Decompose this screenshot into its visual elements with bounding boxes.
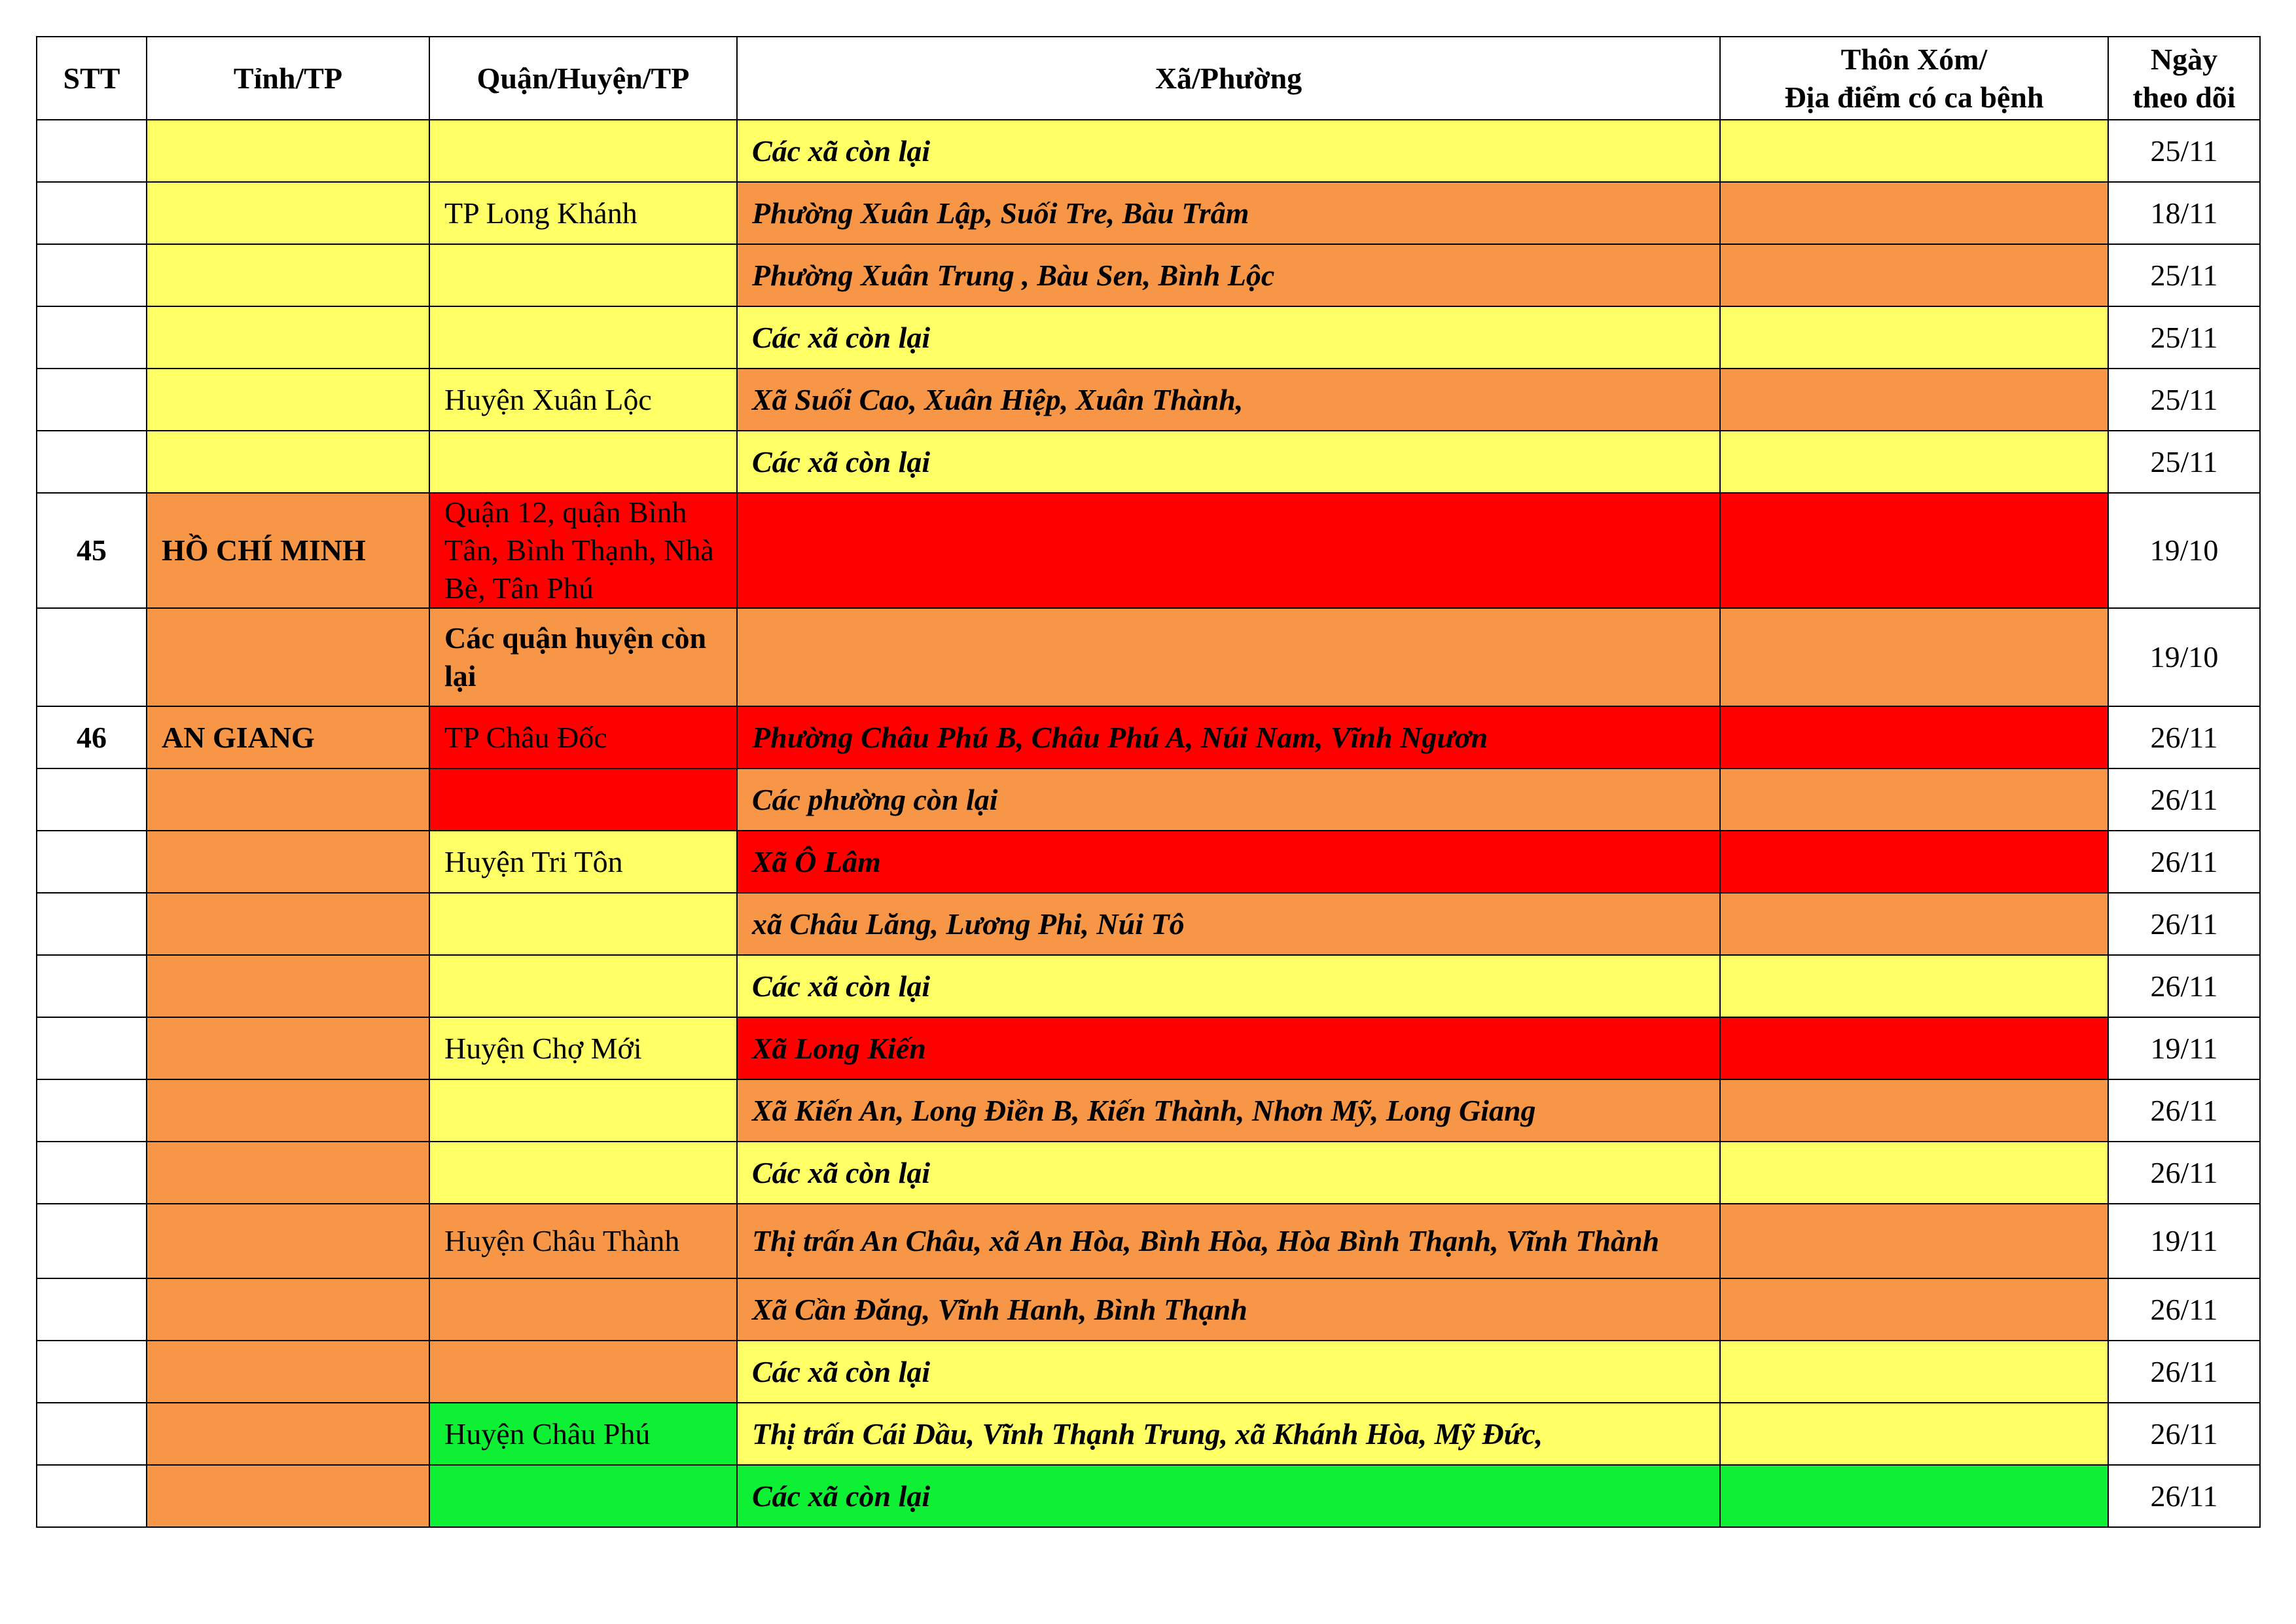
ward-cell: Thị trấn An Châu, xã An Hòa, Bình Hòa, Hòa Bình Thạnh, Vĩnh Thành [737, 1204, 1720, 1278]
date-cell: 26/11 [2108, 831, 2260, 893]
table-row [37, 608, 2260, 706]
province-cell [147, 1341, 429, 1403]
table-row [37, 244, 2260, 306]
date-cell: 26/11 [2108, 1341, 2260, 1403]
header-place-line2: Địa điểm có ca bệnh [1784, 80, 2044, 114]
stt-cell [37, 1403, 147, 1465]
place-cell [1720, 306, 2108, 369]
stt-cell [37, 431, 147, 493]
province-cell [147, 768, 429, 831]
stt-cell [37, 1204, 147, 1278]
district-cell [429, 955, 737, 1017]
date-cell: 26/11 [2108, 1079, 2260, 1142]
stt-cell [37, 1465, 147, 1527]
table-row [37, 306, 2260, 369]
place-cell [1720, 893, 2108, 955]
ward-cell: Phường Xuân Trung , Bàu Sen, Bình Lộc [737, 244, 1720, 306]
province-cell: HỒ CHÍ MINH [147, 493, 429, 608]
province-cell [147, 1278, 429, 1341]
province-cell [147, 120, 429, 182]
place-cell [1720, 831, 2108, 893]
province-cell [147, 893, 429, 955]
table-row [37, 431, 2260, 493]
ward-cell: Các phường còn lại [737, 768, 1720, 831]
province-cell [147, 608, 429, 706]
place-cell [1720, 1142, 2108, 1204]
date-cell: 26/11 [2108, 893, 2260, 955]
district-cell: TP Châu Đốc [429, 706, 737, 768]
district-cell: Huyện Chợ Mới [429, 1017, 737, 1079]
place-cell [1720, 120, 2108, 182]
ward-cell [737, 493, 1720, 608]
place-cell [1720, 369, 2108, 431]
place-cell [1720, 1465, 2108, 1527]
stt-cell: 46 [37, 706, 147, 768]
stt-cell [37, 1341, 147, 1403]
date-cell: 26/11 [2108, 1403, 2260, 1465]
header-province: Tỉnh/TP [147, 37, 429, 120]
district-cell [429, 893, 737, 955]
place-cell [1720, 1017, 2108, 1079]
place-cell [1720, 1079, 2108, 1142]
ward-cell: Thị trấn Cái Dầu, Vĩnh Thạnh Trung, xã Khánh Hòa, Mỹ Đức, [737, 1403, 1720, 1465]
district-cell [429, 1341, 737, 1403]
date-cell: 26/11 [2108, 955, 2260, 1017]
ward-cell: Các xã còn lại [737, 955, 1720, 1017]
stt-cell [37, 1142, 147, 1204]
place-cell [1720, 955, 2108, 1017]
district-cell [429, 244, 737, 306]
stt-cell [37, 182, 147, 244]
stt-cell [37, 120, 147, 182]
stt-cell [37, 1278, 147, 1341]
table-row [37, 1079, 2260, 1142]
ward-cell: Các xã còn lại [737, 306, 1720, 369]
place-cell [1720, 1341, 2108, 1403]
stt-cell [37, 768, 147, 831]
stt-cell [37, 608, 147, 706]
header-ward: Xã/Phường [737, 37, 1720, 120]
stt-cell [37, 306, 147, 369]
table-row [37, 768, 2260, 831]
district-cell [429, 1142, 737, 1204]
header-date-line1: Ngày [2150, 42, 2218, 76]
province-cell [147, 306, 429, 369]
date-cell: 19/11 [2108, 1204, 2260, 1278]
ward-cell: Phường Châu Phú B, Châu Phú A, Núi Nam, Vĩnh Ngươn [737, 706, 1720, 768]
table-row [37, 1204, 2260, 1278]
province-cell: AN GIANG [147, 706, 429, 768]
district-cell: Quận 12, quận Bình Tân, Bình Thạnh, Nhà Bè, Tân Phú [429, 493, 737, 608]
date-cell: 26/11 [2108, 1278, 2260, 1341]
stt-cell: 45 [37, 493, 147, 608]
stt-cell [37, 244, 147, 306]
district-cell: Huyện Châu Thành [429, 1204, 737, 1278]
header-stt: STT [37, 37, 147, 120]
table-row [37, 893, 2260, 955]
stt-cell [37, 369, 147, 431]
district-cell: TP Long Khánh [429, 182, 737, 244]
district-cell [429, 120, 737, 182]
ward-cell: Phường Xuân Lập, Suối Tre, Bàu Trâm [737, 182, 1720, 244]
province-cell [147, 431, 429, 493]
province-cell [147, 1465, 429, 1527]
date-cell: 26/11 [2108, 706, 2260, 768]
place-cell [1720, 1403, 2108, 1465]
place-cell [1720, 1204, 2108, 1278]
table-row [37, 1278, 2260, 1341]
table-row [37, 182, 2260, 244]
ward-cell: xã Châu Lăng, Lương Phi, Núi Tô [737, 893, 1720, 955]
district-cell: Huyện Châu Phú [429, 1403, 737, 1465]
date-cell: 18/11 [2108, 182, 2260, 244]
date-cell: 19/10 [2108, 493, 2260, 608]
header-date-line2: theo dõi [2132, 80, 2236, 114]
district-cell [429, 306, 737, 369]
table-row [37, 1341, 2260, 1403]
ward-cell: Xã Cần Đăng, Vĩnh Hanh, Bình Thạnh [737, 1278, 1720, 1341]
province-cell [147, 369, 429, 431]
stt-cell [37, 955, 147, 1017]
district-cell [429, 768, 737, 831]
district-cell [429, 1278, 737, 1341]
date-cell: 25/11 [2108, 244, 2260, 306]
district-cell [429, 431, 737, 493]
ward-cell: Các xã còn lại [737, 1142, 1720, 1204]
province-cell [147, 1017, 429, 1079]
stt-cell [37, 831, 147, 893]
table-row [37, 831, 2260, 893]
ward-cell: Các xã còn lại [737, 120, 1720, 182]
ward-cell: Xã Kiến An, Long Điền B, Kiến Thành, Nhơn Mỹ, Long Giang [737, 1079, 1720, 1142]
header-place [1720, 37, 2108, 120]
header-date [2108, 37, 2260, 120]
place-cell [1720, 706, 2108, 768]
province-cell [147, 831, 429, 893]
table-row [37, 369, 2260, 431]
place-cell [1720, 608, 2108, 706]
district-cell: Các quận huyện còn lại [429, 608, 737, 706]
date-cell: 26/11 [2108, 1142, 2260, 1204]
province-cell [147, 1079, 429, 1142]
ward-cell: Xã Ô Lâm [737, 831, 1720, 893]
header-district: Quận/Huyện/TP [429, 37, 737, 120]
stt-cell [37, 893, 147, 955]
ward-cell [737, 608, 1720, 706]
stt-cell [37, 1079, 147, 1142]
place-cell [1720, 1278, 2108, 1341]
table-row [37, 120, 2260, 182]
header-place-line1: Thôn Xóm/ [1840, 42, 1988, 76]
province-cell [147, 1142, 429, 1204]
province-cell [147, 182, 429, 244]
ward-cell: Xã Long Kiến [737, 1017, 1720, 1079]
stt-cell [37, 1017, 147, 1079]
place-cell [1720, 244, 2108, 306]
date-cell: 25/11 [2108, 306, 2260, 369]
date-cell: 25/11 [2108, 369, 2260, 431]
table-row [37, 1017, 2260, 1079]
table-row [37, 1465, 2260, 1527]
ward-cell: Xã Suối Cao, Xuân Hiệp, Xuân Thành, [737, 369, 1720, 431]
date-cell: 26/11 [2108, 1465, 2260, 1527]
province-cell [147, 1204, 429, 1278]
table-row [37, 706, 2260, 768]
table-row [37, 1403, 2260, 1465]
date-cell: 25/11 [2108, 431, 2260, 493]
district-cell: Huyện Tri Tôn [429, 831, 737, 893]
ward-cell: Các xã còn lại [737, 1465, 1720, 1527]
table-row [37, 1142, 2260, 1204]
date-cell: 19/10 [2108, 608, 2260, 706]
place-cell [1720, 182, 2108, 244]
zone-table [36, 36, 2261, 1528]
place-cell [1720, 431, 2108, 493]
date-cell: 26/11 [2108, 768, 2260, 831]
place-cell [1720, 768, 2108, 831]
date-cell: 25/11 [2108, 120, 2260, 182]
ward-cell: Các xã còn lại [737, 1341, 1720, 1403]
district-cell [429, 1465, 737, 1527]
province-cell [147, 244, 429, 306]
ward-cell: Các xã còn lại [737, 431, 1720, 493]
district-cell [429, 1079, 737, 1142]
date-cell: 19/11 [2108, 1017, 2260, 1079]
province-cell [147, 955, 429, 1017]
header-row [37, 37, 2260, 120]
table-row [37, 493, 2260, 608]
table-row [37, 955, 2260, 1017]
district-cell: Huyện Xuân Lộc [429, 369, 737, 431]
province-cell [147, 1403, 429, 1465]
place-cell [1720, 493, 2108, 608]
